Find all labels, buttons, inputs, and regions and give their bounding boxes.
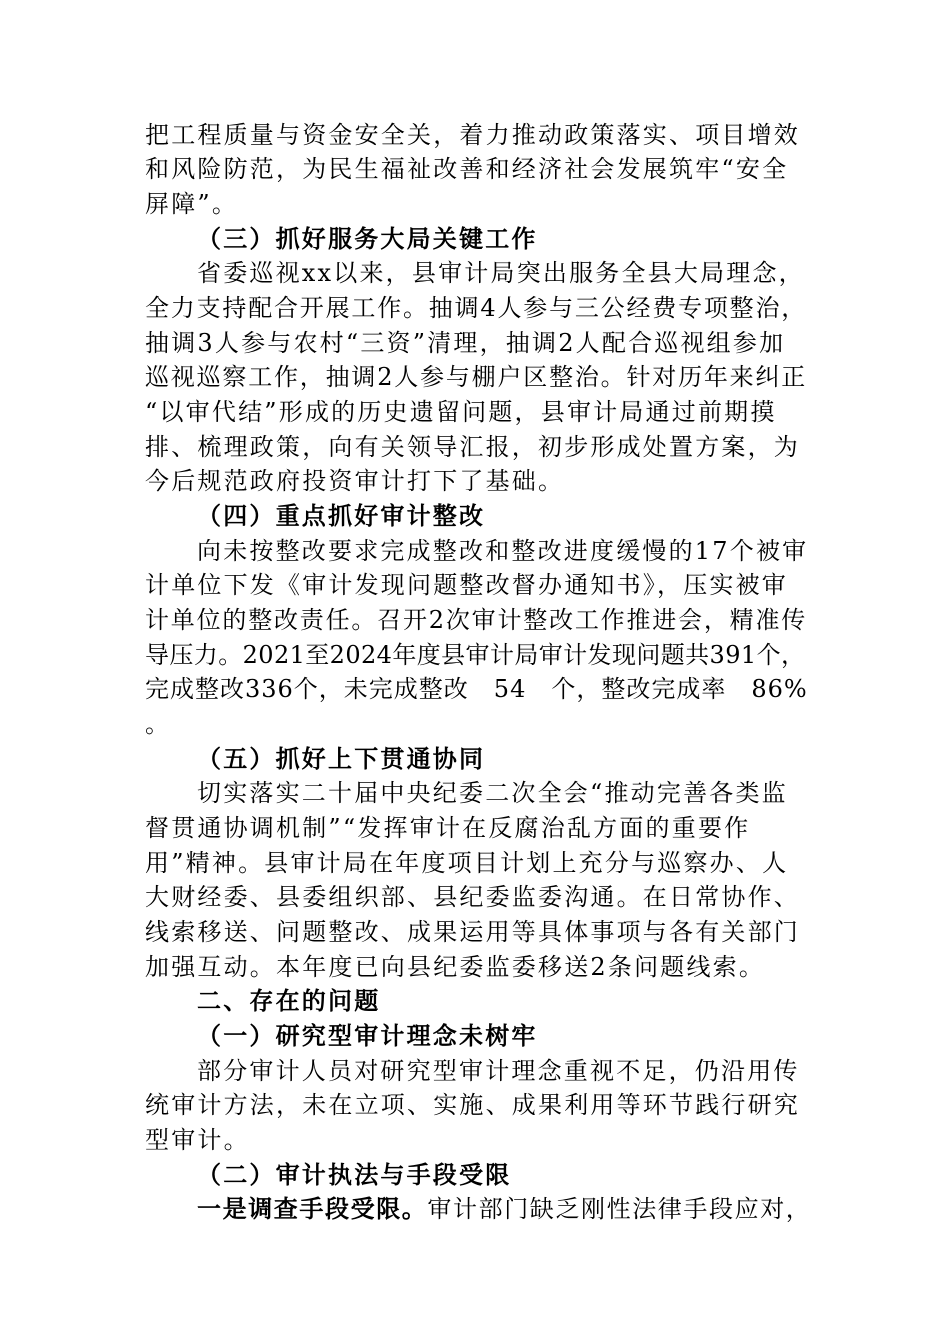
paragraph-line: 型审计。 [145, 1126, 250, 1154]
paragraph-line: 计单位的整改责任。召开2次审计整改工作推进会，精准传 [145, 606, 808, 634]
paragraph-line: 全力支持配合开展工作。抽调4人参与三公经费专项整治， [145, 294, 808, 322]
paragraph-line: 统审计方法，未在立项、实施、成果利用等环节践行研究 [145, 1091, 800, 1119]
paragraph-line: 向未按整改要求完成整改和整改进度缓慢的17个被审 [197, 537, 809, 565]
chapter-heading: 二、存在的问题 [197, 986, 381, 1015]
paragraph-line: 部分审计人员对研究型审计理念重视不足，仍沿用传 [197, 1057, 800, 1085]
paragraph-line: 排、梳理政策，向有关领导汇报，初步形成处置方案，为 [145, 433, 800, 461]
paragraph-line: 线索移送、问题整改、成果运用等具体事项与各有关部门 [145, 918, 800, 946]
paragraph-line: 和风险防范，为民生福祉改善和经济社会发展筑牢“安全 [145, 155, 789, 183]
section-heading-5: （五）抓好上下贯通协同 [197, 744, 486, 773]
paragraph-line: 导压力。2021至2024年度县审计局审计发现问题共391个， [145, 641, 806, 669]
paragraph-line: 加强互动。本年度已向县纪委监委移送2条问题线索。 [145, 953, 766, 981]
paragraph-line: 完成整改336个，未完成整改 54 个，整改完成率 86% [145, 675, 808, 703]
paragraph-line: “以审代结”形成的历史遗留问题，县审计局通过前期摸 [145, 398, 777, 426]
paragraph-line: 今后规范政府投资审计打下了基础。 [145, 467, 565, 495]
paragraph-line: 抽调3人参与农村“三资”清理，抽调2人配合巡视组参加 [145, 329, 786, 357]
line-rest-text: 审计部门缺乏刚性法律手段应对， [427, 1195, 812, 1223]
paragraph-line: 大财经委、县委组织部、县纪委监委沟通。在日常协作、 [145, 883, 800, 911]
paragraph-line: 。 [145, 710, 172, 738]
paragraph-line: 把工程质量与资金安全关，着力推动政策落实、项目增效 [145, 121, 800, 149]
section-heading-1: （一）研究型审计理念未树牢 [197, 1021, 538, 1050]
section-heading-3: （三）抓好服务大局关键工作 [197, 224, 538, 253]
paragraph-line: 用”精神。县审计局在年度项目计划上充分与巡察办、人 [145, 849, 789, 877]
paragraph-line: 省委巡视xx以来，县审计局突出服务全县大局理念， [197, 259, 805, 287]
paragraph-line [197, 1192, 810, 1227]
paragraph-line: 计单位下发《审计发现问题整改督办通知书》，压实被审 [145, 571, 788, 599]
section-heading-2: （二）审计执法与手段受限 [197, 1160, 512, 1189]
paragraph-line: 切实落实二十届中央纪委二次全会“推动完善各类监 [197, 779, 788, 807]
section-heading-4: （四）重点抓好审计整改 [197, 501, 486, 530]
paragraph-line: 督贯通协调机制”“发挥审计在反腐治乱方面的重要作 [145, 814, 751, 842]
paragraph-line: 屏障”。 [145, 190, 239, 218]
paragraph-line: 巡视巡察工作，抽调2人参与棚户区整治。针对历年来纠正 [145, 363, 808, 391]
bold-lead-phrase: 一是调查手段受限。 [197, 1194, 428, 1223]
